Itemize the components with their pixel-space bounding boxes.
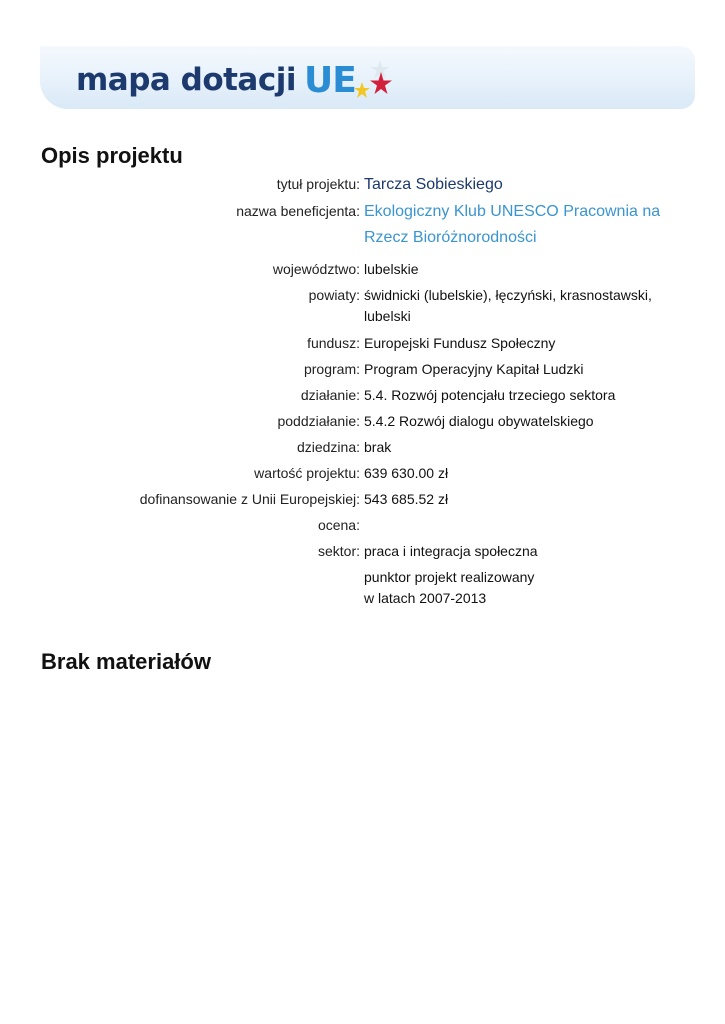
logo-accent: UE — [303, 59, 356, 101]
field-label: województwo: — [272, 261, 360, 277]
beneficiary-link[interactable]: Ekologiczny Klub UNESCO Pracownia na Rzecz Bioróżnorodności — [364, 203, 661, 246]
field-value: punktor projekt realizowany w latach 2007-2013 — [364, 569, 535, 606]
field-label: tytuł projektu: — [276, 176, 360, 192]
field-row-beneficiary — [0, 199, 725, 257]
logo-text: mapa dotacji — [76, 62, 296, 98]
field-row-sector — [0, 539, 725, 565]
field-label: sektor: — [317, 543, 360, 559]
field-value: świdnicki (lubelskie), łęczyński, krasnostawski, lubelski — [364, 287, 652, 324]
field-value: Program Operacyjny Kapitał Ludzki — [364, 361, 584, 377]
field-value: praca i integracja społeczna — [364, 543, 538, 559]
field-value: Europejski Fundusz Społeczny — [364, 335, 556, 351]
field-label: nazwa beneficjenta: — [236, 203, 360, 219]
field-label — [0, 565, 360, 567]
field-label: powiaty: — [308, 287, 360, 303]
project-info — [0, 172, 725, 613]
field-label: dofinansowanie z Unii Europejskiej: — [139, 491, 360, 507]
field-row-value — [0, 461, 725, 487]
field-row-action — [0, 383, 725, 409]
field-value: 543 685.52 zł — [364, 491, 449, 507]
field-label: poddziałanie: — [277, 413, 360, 429]
logo[interactable] — [76, 52, 394, 108]
field-value: 5.4. Rozwój potencjału trzeciego sektora — [364, 387, 616, 403]
field-row-fund — [0, 331, 725, 357]
field-value: 639 630.00 zł — [364, 465, 449, 481]
field-row-districts — [0, 283, 725, 331]
field-row-note — [0, 565, 725, 613]
field-value: Tarcza Sobieskiego — [364, 176, 503, 193]
materials-title: Brak materiałów — [41, 649, 211, 674]
field-label: ocena: — [317, 517, 360, 533]
field-value: brak — [364, 439, 392, 455]
field-row-funding — [0, 487, 725, 513]
field-value: lubelskie — [364, 261, 419, 277]
field-label: dziedzina: — [296, 439, 360, 455]
field-label: działanie: — [300, 387, 360, 403]
field-label: program: — [303, 361, 360, 377]
field-value: 5.4.2 Rozwój dialogu obywatelskiego — [364, 413, 594, 429]
field-row-voivodeship — [0, 257, 725, 283]
field-row-program — [0, 357, 725, 383]
field-row-subaction — [0, 409, 725, 435]
field-row-rating — [0, 513, 725, 539]
field-label: wartość projektu: — [254, 465, 360, 481]
field-row-title — [0, 172, 725, 199]
field-label: fundusz: — [307, 335, 360, 351]
stars-icon — [350, 54, 394, 102]
field-value — [360, 513, 674, 515]
field-row-domain — [0, 435, 725, 461]
section-title: Opis projektu — [41, 143, 183, 168]
